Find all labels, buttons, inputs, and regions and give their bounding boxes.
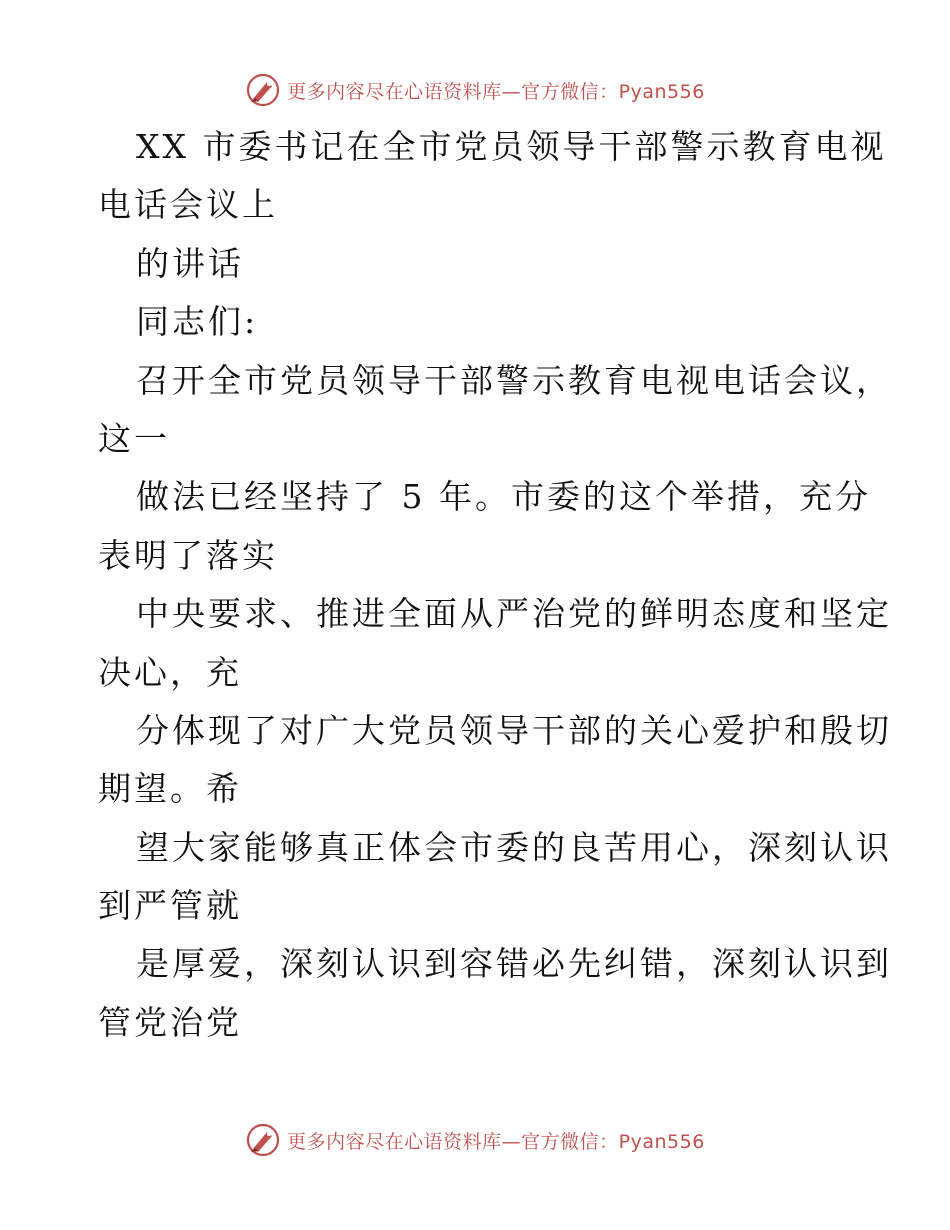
- text-line: 期望。希: [98, 769, 242, 809]
- text-line: 同志们:: [136, 302, 259, 342]
- text-line: 是厚爱，深刻认识到容错必先纠错，深刻认识到: [136, 944, 892, 984]
- document-body: [98, 118, 892, 1052]
- text-line: 电话会议上: [98, 185, 278, 225]
- text-line: 做法已经坚持了 5 年。市委的这个举措，充分: [136, 477, 871, 517]
- pen-logo-icon: [245, 72, 281, 108]
- text-line: 望大家能够真正体会市委的良苦用心，深刻认识: [136, 827, 892, 867]
- text-line: 分体现了对广大党员领导干部的关心爱护和殷切: [136, 710, 892, 750]
- text-line: 召开全市党员领导干部警示教育电视电话会议，: [136, 360, 892, 400]
- watermark-label: 更多内容尽在心语资料库—官方微信：Pyan556: [287, 80, 705, 103]
- text-line: 管党治党: [98, 1002, 242, 1042]
- text-line: XX 市委书记在全市党员领导干部警示教育电视: [136, 127, 887, 166]
- text-line: 中央要求、推进全面从严治党的鲜明态度和坚定: [136, 594, 892, 634]
- text-line: 表明了落实: [98, 535, 278, 575]
- header-watermark: [0, 70, 950, 110]
- footer-watermark: [0, 1120, 950, 1160]
- watermark-label: 更多内容尽在心语资料库—官方微信：Pyan556: [287, 1130, 705, 1153]
- text-line: 的讲话: [136, 243, 244, 283]
- text-line: 这一: [98, 418, 170, 458]
- text-line: 决心，充: [98, 652, 242, 692]
- text-line: 到严管就: [98, 886, 242, 926]
- pen-logo-icon: [245, 1122, 281, 1158]
